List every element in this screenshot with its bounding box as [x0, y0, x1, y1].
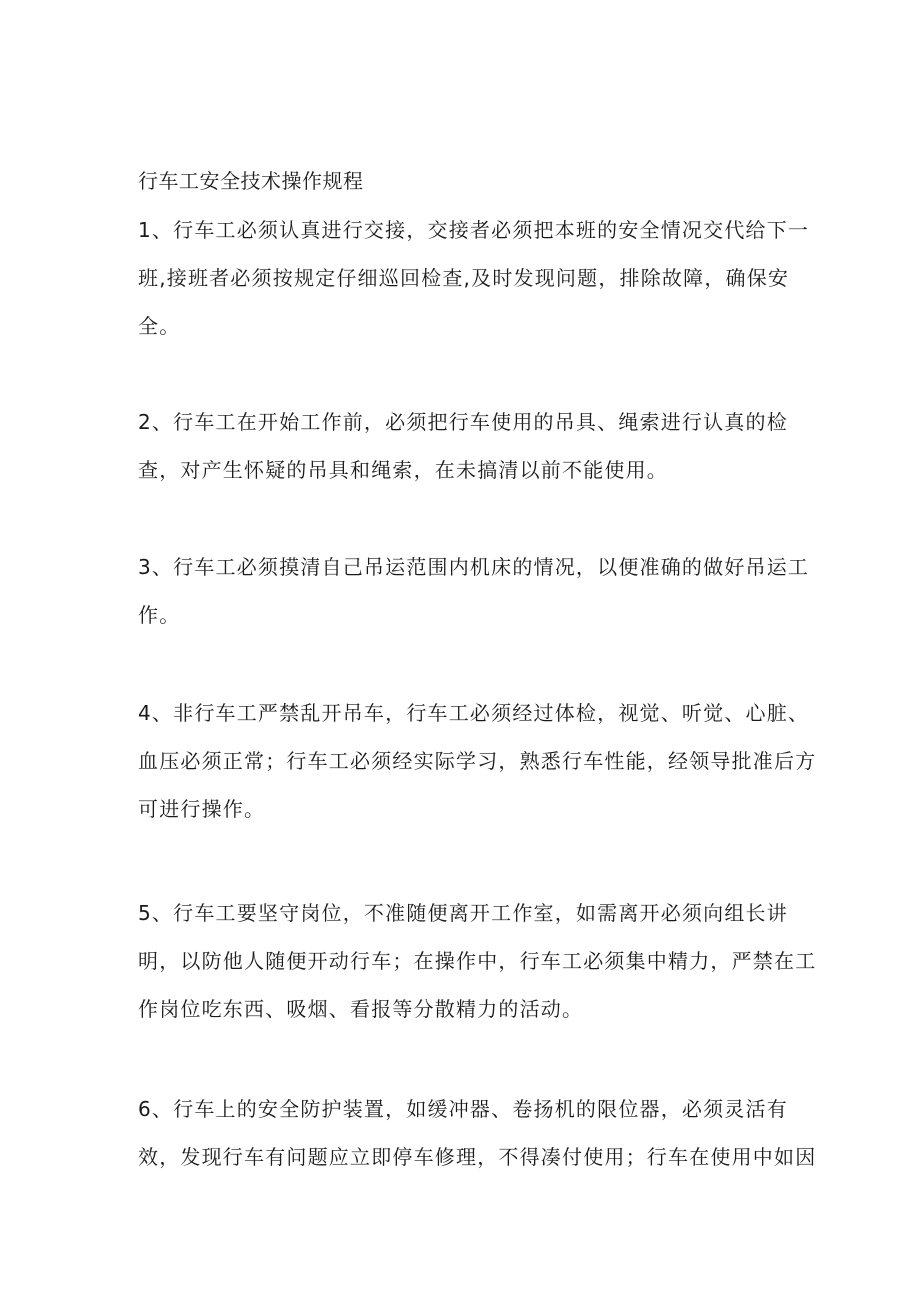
- paragraph-line: 1、行车工必须认真进行交接，交接者必须把本班的安全情况交代给下一: [138, 218, 810, 242]
- rule-paragraph-4: [138, 689, 817, 833]
- rule-paragraph-6: [138, 1085, 817, 1181]
- paragraph-line: 可进行操作。: [138, 797, 266, 821]
- paragraph-line: 3、行车工必须摸清自己吊运范围内机床的情况，以便准确的做好吊运工: [138, 555, 810, 579]
- paragraph-line: 作。: [138, 603, 181, 627]
- paragraph-line: 班,接班者必须按规定仔细巡回检查,及时发现问题，排除故障，确保安: [138, 266, 790, 290]
- paragraph-line: 4、非行车工严禁乱开吊车，行车工必须经过体检，视觉、听觉、心脏、: [138, 701, 810, 725]
- paragraph-line: 查，对产生怀疑的吊具和绳索，在未搞清以前不能使用。: [138, 458, 668, 482]
- rule-paragraph-3: [138, 543, 810, 639]
- rule-paragraph-5: [138, 889, 817, 1033]
- paragraph-line: 作岗位吃东西、吸烟、看报等分散精力的活动。: [138, 997, 584, 1021]
- paragraph-line: 5、行车工要坚守岗位，不准随便离开工作室，如需离开必须向组长讲: [138, 901, 788, 925]
- paragraph-line: 2、行车工在开始工作前，必须把行车使用的吊具、绳索进行认真的检: [138, 410, 788, 434]
- paragraph-line: 6、行车上的安全防护装置，如缓冲器、卷扬机的限位器，必须灵活有: [138, 1097, 788, 1121]
- document-title: 行车工安全技术操作规程: [138, 169, 364, 193]
- paragraph-line: 全。: [138, 314, 181, 338]
- paragraph-line: 血压必须正常；行车工必须经实际学习，熟悉行车性能，经领导批准后方: [138, 749, 817, 773]
- paragraph-line: 明，以防他人随便开动行车；在操作中，行车工必须集中精力，严禁在工: [138, 949, 817, 973]
- rule-paragraph-2: [138, 398, 798, 494]
- rule-paragraph-1: [138, 206, 810, 350]
- paragraph-line: 效，发现行车有问题应立即停车修理，不得凑付使用；行车在使用中如因: [138, 1145, 817, 1169]
